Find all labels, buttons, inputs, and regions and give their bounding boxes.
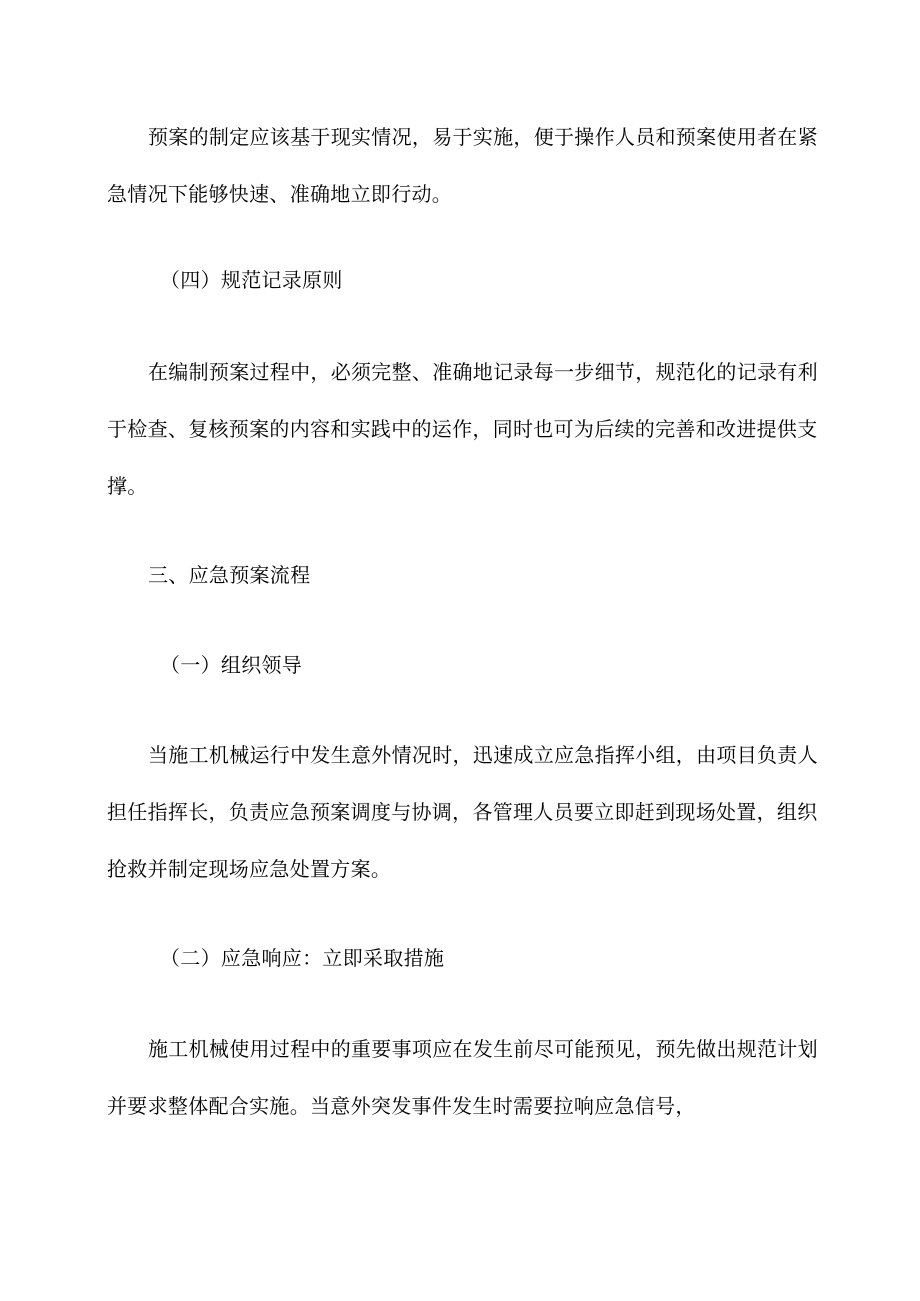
paragraph-line: 急情况下能够快速、准确地立即行动。 (107, 182, 453, 206)
paragraph-line: 抢救并制定现场应急处置方案。 (107, 857, 392, 881)
subheading-organization-leadership: （一）组织领导 (160, 653, 303, 677)
paragraph-line: 于检查、复核预案的内容和实践中的运作，同时也可为后续的完善和改进提供支 (107, 417, 818, 441)
paragraph-line: 预案的制定应该基于现实情况，易于实施，便于操作人员和预案使用者在紧 (148, 125, 818, 149)
subheading-standard-records: （四）规范记录原则 (160, 268, 343, 292)
paragraph-line: 担任指挥长，负责应急预案调度与协调，各管理人员要立即赶到现场处置，组织 (107, 800, 818, 824)
section-heading-emergency-process: 三、应急预案流程 (148, 563, 311, 587)
paragraph-line: 施工机械使用过程中的重要事项应在发生前尽可能预见，预先做出规范计划 (148, 1037, 818, 1061)
paragraph-line: 在编制预案过程中，必须完整、准确地记录每一步细节，规范化的记录有利 (148, 360, 818, 384)
subheading-emergency-response: （二）应急响应：立即采取措施 (160, 946, 445, 970)
paragraph-line: 撑。 (107, 474, 148, 498)
paragraph-line: 当施工机械运行中发生意外情况时，迅速成立应急指挥小组，由项目负责人 (148, 743, 818, 767)
paragraph-line: 并要求整体配合实施。当意外突发事件发生时需要拉响应急信号， (107, 1094, 696, 1118)
